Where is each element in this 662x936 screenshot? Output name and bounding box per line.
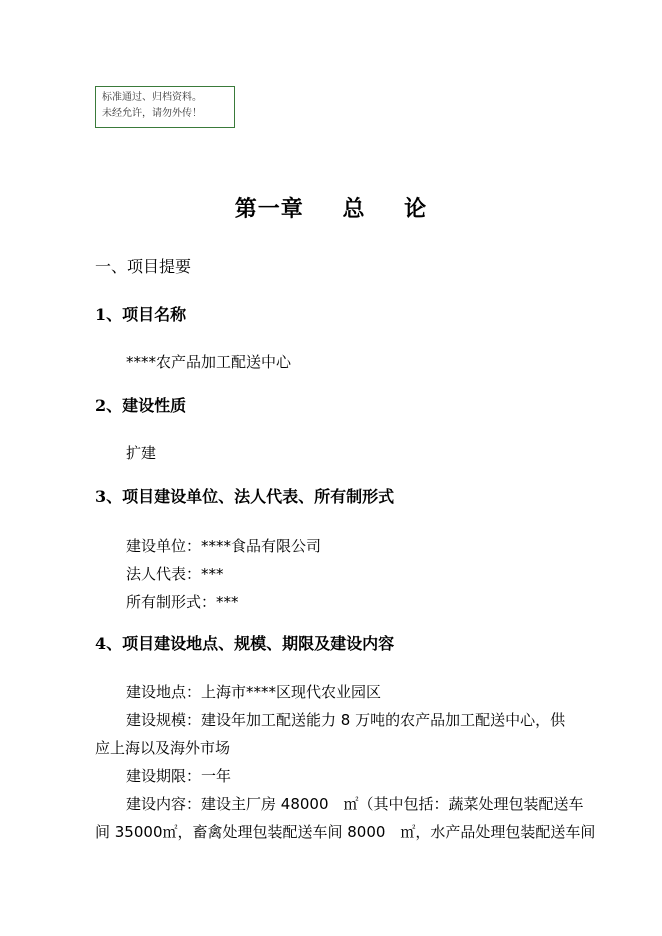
heading-project-unit: 3、项目建设单位、法人代表、所有制形式 xyxy=(95,487,395,506)
construction-period-text: 建设期限：一年 xyxy=(126,767,232,785)
construction-nature-text: 扩建 xyxy=(126,444,157,462)
project-name-text: ****农产品加工配送中心 xyxy=(126,353,292,371)
construction-content-text: 建设内容：建设主厂房 48000 ㎡（其中包括：蔬菜处理包装配送车 xyxy=(126,795,584,813)
chapter-title-part-2: 总 xyxy=(342,196,366,222)
construction-unit-text: 建设单位：****食品有限公司 xyxy=(126,537,322,555)
archive-stamp xyxy=(95,86,235,128)
construction-scale-text: 建设规模：建设年加工配送能力 8 万吨的农产品加工配送中心，供 xyxy=(126,711,566,729)
construction-scale-text-cont: 应上海以及海外市场 xyxy=(95,739,231,757)
legal-representative-text: 法人代表：*** xyxy=(126,565,224,583)
heading-project-name: 1、项目名称 xyxy=(95,305,187,324)
construction-content-text-cont: 间 35000㎡，畜禽处理包装配送车间 8000 ㎡，水产品处理包装配送车间 xyxy=(95,823,596,841)
heading-construction-nature: 2、建设性质 xyxy=(95,396,187,415)
chapter-title xyxy=(0,192,662,223)
stamp-line-2: 未经允许，请勿外传！ xyxy=(102,108,202,119)
chapter-title-part-3: 论 xyxy=(404,196,428,222)
section-heading: 一、项目提要 xyxy=(95,257,192,276)
construction-location-text: 建设地点：上海市****区现代农业园区 xyxy=(126,683,382,701)
heading-project-location: 4、项目建设地点、规模、期限及建设内容 xyxy=(95,634,395,653)
chapter-title-part-1: 第一章 xyxy=(234,196,304,222)
ownership-form-text: 所有制形式：*** xyxy=(126,593,239,611)
stamp-line-1: 标准通过、归档资料。 xyxy=(102,92,202,103)
